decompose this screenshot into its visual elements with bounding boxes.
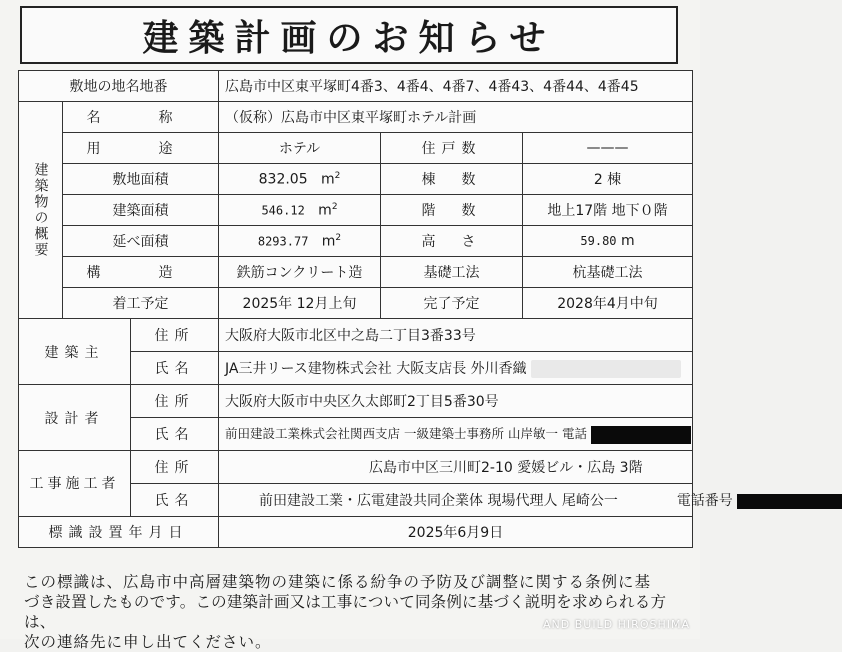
- floor-area-label: 延べ面積: [63, 226, 219, 257]
- site-area-row: [19, 164, 693, 195]
- footer-line-1: この標識は、広島市中高層建築物の建築に係る紛争の予防及び調整に関する条例に基: [24, 573, 652, 591]
- use-value: ホテル: [219, 133, 381, 164]
- contractor-name-label: 氏名: [131, 484, 219, 517]
- floor-area-row: [19, 226, 693, 257]
- finish-label: 完了予定: [381, 288, 523, 319]
- site-area-value: 832.05: [258, 171, 308, 188]
- height-cell: [523, 226, 693, 257]
- posted-value: 2025年6月9日: [219, 517, 693, 548]
- area-sup: 2: [334, 170, 341, 181]
- units-label: 住戸数: [381, 133, 523, 164]
- designer-name-value: 前田建設工業株式会社関西支店 一級建築士事務所 山岸敏一: [225, 426, 558, 442]
- contractor-name-value: 前田建設工業・広電建設共同企業体 現場代理人 尾崎公一: [259, 493, 618, 509]
- structure-row: [19, 257, 693, 288]
- height-label: 高 さ: [381, 226, 523, 257]
- site-area-label: 敷地面積: [63, 164, 219, 195]
- name-value: （仮称）広島市中区東平塚町ホテル計画: [219, 102, 693, 133]
- posted-label: 標識設置年月日: [19, 517, 219, 548]
- height-unit: m: [620, 233, 635, 249]
- start-label: 着工予定: [63, 288, 219, 319]
- structure-value: 鉄筋コンクリート造: [219, 257, 381, 288]
- redacted-phone: [591, 426, 691, 444]
- height-value: 59.80: [580, 234, 617, 248]
- foundation-label: 基礎工法: [381, 257, 523, 288]
- owner-address-label: 住所: [131, 319, 219, 352]
- name-label: 名 称: [63, 102, 219, 133]
- sign-title: 建築計画のお知らせ: [20, 6, 678, 64]
- owner-name-value: JA三井リース建物株式会社 大阪支店長 外川香織: [225, 361, 527, 377]
- posted-row: [19, 517, 693, 548]
- contractor-phone-label: 電話番号: [676, 493, 733, 509]
- site-area-cell: [219, 164, 381, 195]
- owner-address-value: 大阪府大阪市北区中之島二丁目3番33号: [219, 319, 693, 352]
- redacted-area: [531, 360, 681, 378]
- lot-label: 敷地の地名地番: [19, 71, 219, 102]
- owner-name-cell: [219, 352, 693, 385]
- designer-address-row: [19, 385, 693, 418]
- footer-line-3: 次の連絡先に申し出てください。: [24, 633, 272, 651]
- contractor-address-value: 広島市中区三川町2-10 愛媛ビル・広島 3階: [219, 451, 693, 484]
- units-value: ———: [523, 133, 693, 164]
- designer-label: 設計者: [19, 385, 131, 451]
- info-table: [18, 70, 733, 548]
- contractor-name-cell: [219, 484, 733, 517]
- contractor-address-label: 住所: [131, 451, 219, 484]
- building-area-label: 建築面積: [63, 195, 219, 226]
- floor-area-value: 8293.77: [257, 234, 309, 249]
- floor-area-cell: [219, 226, 381, 257]
- redacted-phone: [737, 494, 842, 509]
- owner-label: 建築主: [19, 319, 131, 385]
- footer-line-2: づき設置したものです。この建築計画又は工事について同条例に基づく説明を求められる方は、: [24, 593, 667, 631]
- designer-address-label: 住所: [131, 385, 219, 418]
- contractor-label: 工事施工者: [19, 451, 131, 517]
- designer-name-label: 氏名: [131, 418, 219, 451]
- designer-name-cell: [219, 418, 693, 451]
- name-row: [19, 102, 693, 133]
- count-value: 2 棟: [523, 164, 693, 195]
- start-value: 2025年 12月上旬: [219, 288, 381, 319]
- schedule-row: [19, 288, 693, 319]
- floors-label: 階 数: [381, 195, 523, 226]
- designer-phone-label: 電話: [561, 426, 587, 442]
- lot-row: [19, 71, 693, 102]
- owner-name-label: 氏名: [131, 352, 219, 385]
- building-area-row: [19, 195, 693, 226]
- foundation-value: 杭基礎工法: [523, 257, 693, 288]
- area-unit: m: [320, 171, 335, 188]
- area-sup: 2: [335, 232, 342, 243]
- area-sup: 2: [331, 201, 338, 212]
- footer-note: [24, 572, 684, 652]
- building-area-value: 546.12: [261, 203, 305, 218]
- use-row: [19, 133, 693, 164]
- watermark: AND BUILD HIROSHIMA: [543, 618, 690, 631]
- building-area-cell: [219, 195, 381, 226]
- structure-label: 構 造: [63, 257, 219, 288]
- contractor-address-row: [19, 451, 693, 484]
- finish-value: 2028年4月中旬: [523, 288, 693, 319]
- owner-address-row: [19, 319, 693, 352]
- designer-address-value: 大阪府大阪市中央区久太郎町2丁目5番30号: [219, 385, 693, 418]
- building-section-label: 建築物の概要: [19, 102, 63, 319]
- area-unit: m: [318, 202, 332, 219]
- count-label: 棟 数: [381, 164, 523, 195]
- use-label: 用 途: [63, 133, 219, 164]
- floors-value: 地上17階 地下０階: [523, 195, 693, 226]
- area-unit: m: [321, 233, 336, 250]
- lot-value: 広島市中区東平塚町4番3、4番4、4番7、4番43、4番44、4番45: [219, 71, 693, 102]
